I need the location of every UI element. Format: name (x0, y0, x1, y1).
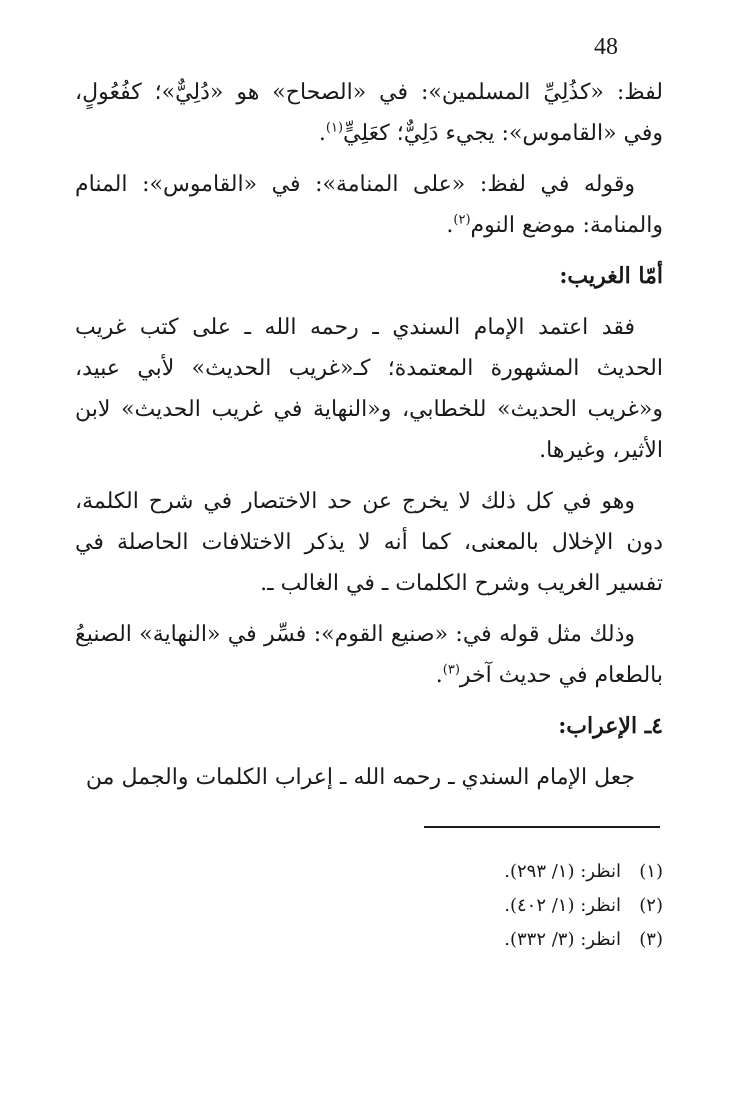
body-text (75, 72, 663, 808)
page-number: 48 (594, 34, 618, 60)
footnote-number: (١) (639, 861, 663, 882)
paragraph-3: فقد اعتمد الإمام السندي ـ رحمه الله ـ على كتب غريب الحديث المشهورة المعتمدة؛ كـ«غريب الحديث» لأبي عبيد، و«غريب الحديث» للخطابي، و«النهاية في غريب الحديث» لابن الأثير، وغيرها. (75, 315, 663, 463)
heading-irab: ٤ـ الإعراب: (558, 713, 663, 739)
paragraph-2-text: وقوله في لفظ: «على المنامة»: في «القاموس»: المنام والمنامة: موضع النوم (75, 172, 663, 238)
footnote-ref-3: (٣) (442, 662, 460, 678)
paragraph-2: وقوله في لفظ: «على المنامة»: في «القاموس»: المنام والمنامة: موضع النوم$^{(٢)}$. (75, 172, 663, 238)
paragraph-6: جعل الإمام السندي ـ رحمه الله ـ إعراب الكلمات والجمل من (85, 765, 635, 790)
footnote-number: (٢) (639, 895, 663, 916)
footnote-text: انظر: (٣/ ٣٣٢). (504, 929, 621, 950)
heading-gharib: أمّا الغريب: (559, 263, 663, 289)
footnote-item (75, 923, 663, 957)
footnotes (75, 855, 663, 957)
footnote-ref-2: (٢) (453, 212, 471, 228)
footnote-text: انظر: (١/ ٢٩٣). (504, 861, 621, 882)
footnote-item (75, 855, 663, 889)
footnote-number: (٣) (639, 929, 663, 950)
footnote-ref-1: (١) (325, 120, 344, 136)
footnote-text: انظر: (١/ ٤٠٢). (504, 895, 621, 916)
paragraph-5-text: وذلك مثل قوله في: «صنيع القوم»: فسِّر في «النهاية» الصنيعُ بالطعام في حديث آخر (75, 622, 663, 688)
paragraph-1-text: لفظ: «كذُلِيِّ المسلمين»: في «الصحاح» هو «دُلِيٌّ»؛ كفُعُولٍ، وفي «القاموس»: يجيء دَلِيٌّ؛ كعَلِيٍّ (75, 80, 663, 146)
paragraph-1: لفظ: «كذُلِيِّ المسلمين»: في «الصحاح» هو «دُلِيٌّ»؛ كفُعُولٍ، وفي «القاموس»: يجيء دَلِيٌّ؛ كعَلِيٍّ$^{(١)}$. (75, 80, 663, 146)
paragraph-4: وهو في كل ذلك لا يخرج عن حد الاختصار في شرح الكلمة، دون الإخلال بالمعنى، كما أنه لا يذكر الاختلافات الحاصلة في تفسير الغريب وشرح الكلمات ـ في الغالب ـ. (75, 489, 663, 596)
paragraph-5: وذلك مثل قوله في: «صنيع القوم»: فسِّر في «النهاية» الصنيعُ بالطعام في حديث آخر$^{(٣)}$. (75, 622, 663, 688)
footnote-divider (424, 826, 660, 828)
footnote-item (75, 889, 663, 923)
